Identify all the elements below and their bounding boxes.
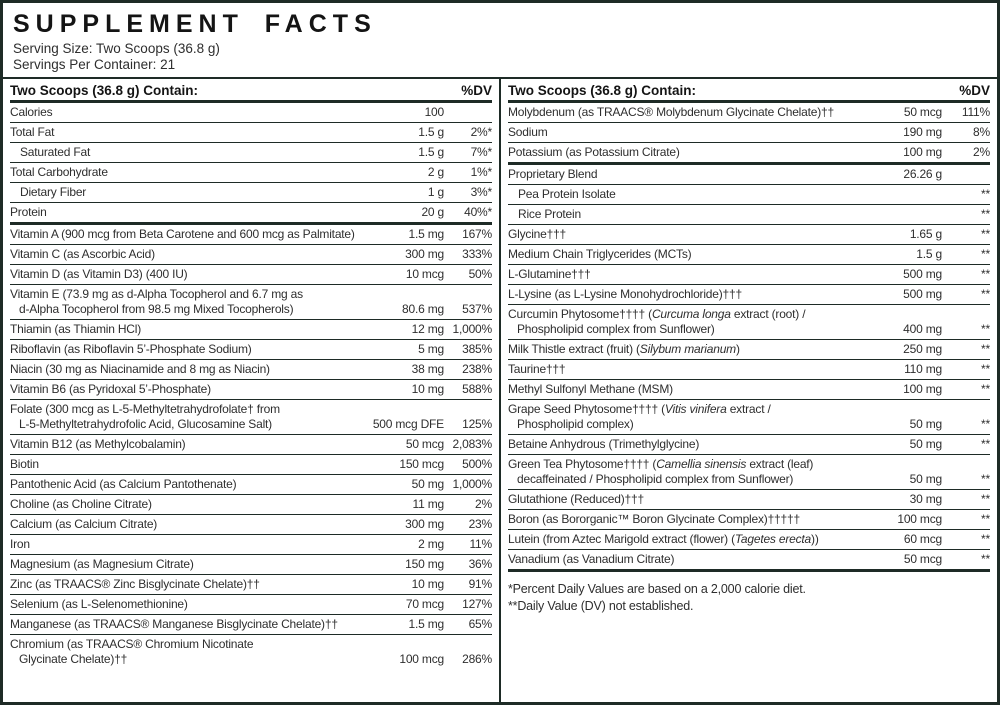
dv-cell: 2,083% (452, 437, 492, 451)
row-label-line: Lutein (from Aztec Marigold extract (flower) (Tagetes erecta)) (508, 532, 819, 546)
row-label (10, 497, 386, 512)
row-label (10, 165, 386, 180)
row-label-line: Vitamin B6 (as Pyridoxal 5’-Phosphate) (10, 382, 211, 396)
row-label (10, 402, 373, 432)
amount-cell: 38 mg (411, 362, 444, 376)
dv-cell: ** (981, 417, 990, 431)
table-row (508, 245, 990, 265)
amount-cell: 300 mg (405, 517, 444, 531)
row-label-line: Manganese (as TRAACS® Manganese Bisglycinate Chelate)†† (10, 617, 338, 631)
table-row (10, 515, 492, 535)
row-label (10, 597, 386, 612)
dv-cell: 11% (469, 537, 492, 551)
row-label-line: Biotin (10, 457, 39, 471)
row-label (508, 402, 884, 432)
row-label (10, 577, 386, 592)
dv-cell: ** (981, 207, 990, 221)
table-row (508, 305, 990, 340)
table-row (10, 320, 492, 340)
amount-cell: 500 mg (903, 287, 942, 301)
row-label-line: d-Alpha Tocopherol from 98.5 mg Mixed Tocopherols) (19, 302, 294, 316)
amount-cell: 100 mcg (897, 512, 942, 526)
row-label-line: Zinc (as TRAACS® Zinc Bisglycinate Chelate)†† (10, 577, 260, 591)
row-label (508, 267, 884, 282)
table-row (508, 400, 990, 435)
amount-cell: 50 mg (909, 472, 942, 486)
row-label-line: Phospholipid complex) (517, 417, 634, 431)
row-label (10, 322, 386, 337)
row-label (10, 557, 386, 572)
dv-cell: 385% (462, 342, 492, 356)
row-label-line: Molybdenum (as TRAACS® Molybdenum Glycinate Chelate)†† (508, 105, 834, 119)
dv-cell: 3%* (470, 185, 492, 199)
amount-cell: 50 mcg (405, 437, 444, 451)
amount-cell: 12 mg (411, 322, 444, 336)
table-row (508, 455, 990, 490)
row-label (10, 617, 386, 632)
table-row (508, 143, 990, 165)
table-row (508, 360, 990, 380)
row-label-line: Vitamin C (as Ascorbic Acid) (10, 247, 155, 261)
row-label-line: Boron (as Bororganic™ Boron Glycinate Complex)††††† (508, 512, 800, 526)
dv-cell: 8% (973, 125, 990, 139)
table-row (10, 380, 492, 400)
row-label-line: Medium Chain Triglycerides (MCTs) (508, 247, 692, 261)
serving-size: Serving Size: Two Scoops (36.8 g) (13, 41, 220, 56)
table-row (10, 265, 492, 285)
table-row (10, 455, 492, 475)
row-label-line: Calories (10, 105, 53, 119)
table-row (10, 475, 492, 495)
dv-cell: ** (981, 322, 990, 336)
row-label-line: Glutathione (Reduced)††† (508, 492, 644, 506)
row-label-line: Methyl Sulfonyl Methane (MSM) (508, 382, 673, 396)
dv-cell: 127% (462, 597, 492, 611)
row-label (10, 517, 386, 532)
row-label (10, 342, 386, 357)
row-label-line: Saturated Fat (20, 145, 91, 159)
amount-cell: 1.5 mg (408, 227, 444, 241)
table-row (10, 360, 492, 380)
row-label-line: Sodium (508, 125, 548, 139)
amount-cell: 20 g (421, 205, 444, 219)
dv-cell: ** (981, 227, 990, 241)
table-row (508, 380, 990, 400)
row-label (10, 537, 386, 552)
table-row (508, 510, 990, 530)
table-row (10, 245, 492, 265)
dv-cell: ** (981, 472, 990, 486)
row-label-line: L-Glutamine††† (508, 267, 591, 281)
dv-cell: 167% (462, 227, 492, 241)
dv-cell: 91% (468, 577, 492, 591)
row-label-line: Total Carbohydrate (10, 165, 108, 179)
amount-cell: 250 mg (903, 342, 942, 356)
amount-cell: 100 mg (903, 382, 942, 396)
row-label-line: Green Tea Phytosome†††† (Camellia sinensis extract (leaf) (508, 457, 814, 471)
footnote: *Percent Daily Values are based on a 2,000 calorie diet. (508, 582, 806, 596)
dv-cell: 588% (462, 382, 492, 396)
amount-cell: 5 mg (418, 342, 444, 356)
table-row (508, 435, 990, 455)
rows-right (508, 103, 990, 572)
amount-cell: 10 mg (411, 577, 444, 591)
row-label (508, 307, 884, 337)
amount-cell: 10 mg (411, 382, 444, 396)
table-row (508, 285, 990, 305)
row-label-line: Folate (300 mcg as L-5-Methyltetrahydrofolate† from (10, 402, 280, 416)
row-label-line: Vitamin D (as Vitamin D3) (400 IU) (10, 267, 188, 281)
row-label-line: L-5-Methyltetrahydrofolic Acid, Glucosamine Salt) (19, 417, 272, 431)
row-label (508, 287, 884, 302)
row-label-line: Niacin (30 mg as Niacinamide and 8 mg as Niacin) (10, 362, 270, 376)
row-label-line: Betaine Anhydrous (Trimethylglycine) (508, 437, 700, 451)
dv-cell: ** (981, 287, 990, 301)
row-label-line: Selenium (as L-Selenomethionine) (10, 597, 188, 611)
dv-cell: 333% (462, 247, 492, 261)
row-label (10, 287, 386, 317)
amount-cell: 30 mg (909, 492, 942, 506)
amount-cell: 500 mcg DFE (372, 417, 444, 431)
row-label (508, 247, 884, 262)
row-label-line: Magnesium (as Magnesium Citrate) (10, 557, 194, 571)
row-label-line: Curcumin Phytosome†††† (Curcuma longa extract (root) / (508, 307, 806, 321)
row-label (10, 185, 386, 200)
row-label-line: Riboflavin (as Riboflavin 5’-Phosphate Sodium) (10, 342, 252, 356)
amount-cell: 50 mcg (903, 105, 942, 119)
table-row (10, 400, 492, 435)
table-row (10, 595, 492, 615)
dv-cell: 2% (973, 145, 990, 159)
table-row (10, 183, 492, 203)
row-label-line: Grape Seed Phytosome†††† (Vitis vinifera extract / (508, 402, 771, 416)
dv-cell: 286% (462, 652, 492, 666)
facts-columns (3, 79, 997, 705)
row-label (508, 532, 884, 547)
row-label-line: Calcium (as Calcium Citrate) (10, 517, 158, 531)
amount-cell: 100 mg (903, 145, 942, 159)
table-row (10, 495, 492, 515)
row-label (508, 227, 884, 242)
table-row (508, 550, 990, 572)
amount-cell: 1.65 g (909, 227, 942, 241)
row-label-line: Potassium (as Potassium Citrate) (508, 145, 680, 159)
table-row (508, 205, 990, 225)
facts-column-right (501, 79, 997, 705)
row-label (10, 267, 386, 282)
table-row (508, 185, 990, 205)
row-label-line: Phospholipid complex from Sunflower) (517, 322, 715, 336)
footnotes (508, 581, 990, 615)
row-label-line: Vitamin E (73.9 mg as d-Alpha Tocopherol and 6.7 mg as (10, 287, 303, 301)
table-row (508, 340, 990, 360)
row-label (10, 105, 386, 120)
row-label-line: Pantothenic Acid (as Calcium Pantothenate) (10, 477, 237, 491)
column-header (508, 79, 990, 103)
row-label-line: decaffeinated / Phospholipid complex from Sunflower) (517, 472, 794, 486)
dv-cell: ** (981, 492, 990, 506)
row-label-line: L-Lysine (as L-Lysine Monohydrochloride)††† (508, 287, 742, 301)
column-header-label: Two Scoops (36.8 g) Contain: (508, 83, 697, 98)
table-row (10, 163, 492, 183)
amount-cell: 2 mg (418, 537, 444, 551)
amount-cell: 1.5 mg (408, 617, 444, 631)
servings-per-container: Servings Per Container: 21 (13, 57, 176, 72)
row-label (508, 207, 884, 222)
dv-cell: 1%* (470, 165, 492, 179)
row-label (10, 382, 386, 397)
row-label (508, 457, 884, 487)
dv-cell: 36% (468, 557, 492, 571)
dv-cell: ** (981, 382, 990, 396)
dv-cell: 2%* (470, 125, 492, 139)
table-row (508, 165, 990, 185)
table-row (508, 265, 990, 285)
dv-cell: 65% (468, 617, 492, 631)
row-label (508, 167, 884, 182)
row-label (10, 247, 386, 262)
row-label (508, 105, 884, 120)
row-label-line: Glycinate Chelate)†† (19, 652, 128, 666)
dv-header-label: %DV (461, 83, 492, 98)
dv-cell: ** (981, 437, 990, 451)
amount-cell: 1.5 g (418, 125, 444, 139)
table-row (508, 123, 990, 143)
table-row (10, 575, 492, 595)
dv-cell: 1,000% (452, 322, 492, 336)
table-row (10, 340, 492, 360)
dv-cell: 238% (462, 362, 492, 376)
amount-cell: 100 (424, 105, 444, 119)
dv-cell: 500% (462, 457, 492, 471)
table-row (10, 555, 492, 575)
row-label-line: Vitamin B12 (as Methylcobalamin) (10, 437, 186, 451)
row-label (10, 227, 386, 242)
row-label (10, 637, 386, 667)
amount-cell: 100 mcg (399, 652, 444, 666)
row-label (508, 512, 884, 527)
dv-cell: ** (981, 552, 990, 566)
amount-cell: 60 mcg (903, 532, 942, 546)
row-label-line: Glycine††† (508, 227, 567, 241)
dv-cell: 1,000% (452, 477, 492, 491)
column-header-label: Two Scoops (36.8 g) Contain: (10, 83, 199, 98)
row-label (10, 145, 386, 160)
row-label (508, 552, 884, 567)
amount-cell: 500 mg (903, 267, 942, 281)
dv-cell: 7%* (470, 145, 492, 159)
dv-cell: 125% (462, 417, 492, 431)
amount-cell: 1.5 g (916, 247, 942, 261)
row-label (508, 382, 884, 397)
facts-column-left (3, 79, 499, 705)
table-row (10, 435, 492, 455)
row-label-line: Rice Protein (518, 207, 581, 221)
table-row (10, 123, 492, 143)
amount-cell: 110 mg (904, 362, 942, 376)
row-label-line: Vanadium (as Vanadium Citrate) (508, 552, 675, 566)
amount-cell: 70 mcg (405, 597, 444, 611)
amount-cell: 400 mg (903, 322, 942, 336)
dv-cell: ** (981, 247, 990, 261)
dv-cell: 537% (462, 302, 492, 316)
amount-cell: 2 g (427, 165, 444, 179)
table-row (508, 490, 990, 510)
row-label (508, 362, 884, 377)
dv-cell: 23% (468, 517, 492, 531)
row-label-line: Dietary Fiber (20, 185, 87, 199)
table-row (10, 535, 492, 555)
amount-cell: 50 mcg (903, 552, 942, 566)
row-label-line: Proprietary Blend (508, 167, 598, 181)
row-label (10, 125, 386, 140)
row-label (508, 125, 884, 140)
page-title: SUPPLEMENT FACTS (13, 10, 377, 38)
row-label-line: Vitamin A (900 mcg from Beta Carotene and 600 mcg as Palmitate) (10, 227, 355, 241)
dv-cell: ** (981, 187, 990, 201)
amount-cell: 1 g (427, 185, 444, 199)
amount-cell: 150 mg (405, 557, 444, 571)
row-label (508, 145, 884, 160)
row-label (10, 362, 386, 377)
amount-cell: 1.5 g (418, 145, 444, 159)
dv-header-label: %DV (959, 83, 990, 98)
table-row (10, 635, 492, 669)
dv-cell: ** (981, 512, 990, 526)
dv-cell: 2% (475, 497, 492, 511)
table-row (508, 225, 990, 245)
row-label (10, 477, 386, 492)
dv-cell: ** (981, 362, 990, 376)
row-label-line: Total Fat (10, 125, 55, 139)
amount-cell: 80.6 mg (402, 302, 444, 316)
amount-cell: 50 mg (909, 437, 942, 451)
table-row (10, 143, 492, 163)
dv-cell: ** (981, 267, 990, 281)
row-label (508, 342, 884, 357)
row-label (508, 492, 884, 507)
row-label-line: Pea Protein Isolate (518, 187, 616, 201)
row-label (10, 457, 386, 472)
amount-cell: 50 mg (909, 417, 942, 431)
column-header (10, 79, 492, 103)
row-label-line: Choline (as Choline Citrate) (10, 497, 152, 511)
row-label (10, 205, 386, 220)
table-row (508, 530, 990, 550)
table-row (508, 103, 990, 123)
row-label-line: Thiamin (as Thiamin HCl) (10, 322, 142, 336)
dv-cell: ** (981, 342, 990, 356)
table-row (10, 103, 492, 123)
row-label (10, 437, 386, 452)
amount-cell: 11 mg (412, 497, 444, 511)
amount-cell: 50 mg (411, 477, 444, 491)
table-row (10, 203, 492, 225)
footnote: **Daily Value (DV) not established. (508, 599, 694, 613)
dv-cell: 50% (468, 267, 492, 281)
dv-cell: 40%* (464, 205, 492, 219)
table-row (10, 285, 492, 320)
row-label (508, 437, 884, 452)
dv-cell: ** (981, 532, 990, 546)
row-label (508, 187, 884, 202)
amount-cell: 26.26 g (903, 167, 942, 181)
row-label-line: Protein (10, 205, 47, 219)
row-label-line: Milk Thistle extract (fruit) (Silybum marianum) (508, 342, 740, 356)
amount-cell: 150 mcg (399, 457, 444, 471)
row-label-line: Iron (10, 537, 30, 551)
dv-cell: 111% (961, 105, 990, 119)
amount-cell: 300 mg (405, 247, 444, 261)
row-label-line: Chromium (as TRAACS® Chromium Nicotinate (10, 637, 254, 651)
amount-cell: 190 mg (903, 125, 942, 139)
table-row (10, 225, 492, 245)
amount-cell: 10 mcg (405, 267, 444, 281)
table-row (10, 615, 492, 635)
row-label-line: Taurine††† (508, 362, 566, 376)
